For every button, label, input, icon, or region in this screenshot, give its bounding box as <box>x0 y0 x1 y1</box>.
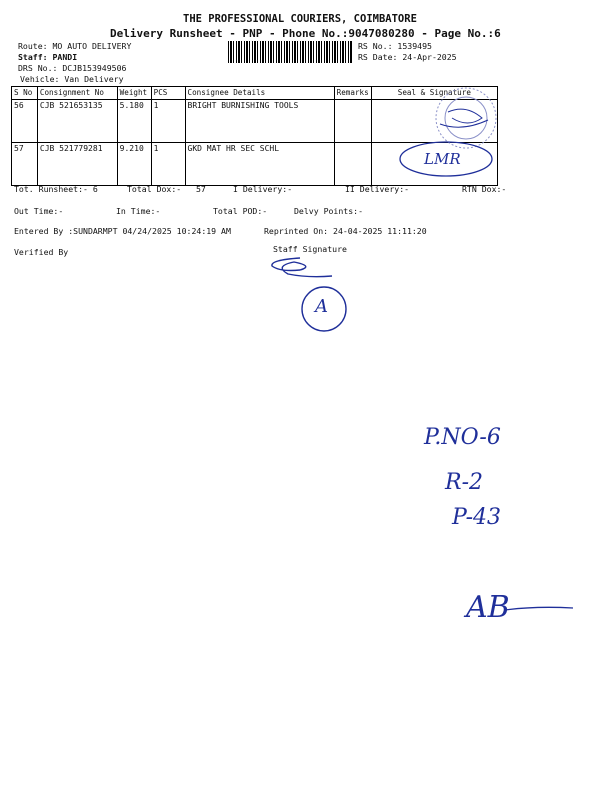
in-time: In Time:- <box>116 206 161 216</box>
reprinted-on: Reprinted On: 24-04-2025 11:11:20 <box>264 226 427 236</box>
cell-pcs: 1 <box>151 100 185 143</box>
col-consignee: Consignee Details <box>185 87 334 100</box>
runsheet-title: Delivery Runsheet - PNP - Phone No.:9047080280 - Page No.:6 <box>110 27 501 40</box>
cell-weight: 5.180 <box>117 100 151 143</box>
col-seal-signature: Seal & Signature <box>371 87 497 100</box>
runsheet-table <box>11 86 498 186</box>
vehicle-label: Vehicle: Van Delivery <box>20 74 124 84</box>
col-sno: S No <box>12 87 38 100</box>
rs-number: RS No.: 1539495 <box>358 41 432 51</box>
total-dox-label: Total Dox:- <box>127 184 182 194</box>
handwritten-initials: AB <box>466 590 510 625</box>
cell-remarks <box>334 143 371 186</box>
initials-underline <box>505 607 573 610</box>
route-label: Route: MO AUTO DELIVERY <box>18 41 132 51</box>
cell-remarks <box>334 100 371 143</box>
table-header-row <box>12 87 498 100</box>
rtn-dox: RTN Dox:- <box>462 184 507 194</box>
entered-by: Entered By :SUNDARMPT 04/24/2025 10:24:19 AM <box>14 226 231 236</box>
staff-signature-scribble <box>272 258 332 277</box>
company-name: THE PROFESSIONAL COURIERS, COIMBATORE <box>183 13 417 25</box>
handwritten-r: R-2 <box>445 470 483 495</box>
barcode <box>228 41 352 63</box>
i-delivery: I Delivery:- <box>233 184 293 194</box>
total-pod: Total POD:- <box>213 206 268 216</box>
ii-delivery: II Delivery:- <box>345 184 410 194</box>
drs-label: DRS No.: DCJB153949506 <box>18 63 127 73</box>
rs-date: RS Date: 24-Apr-2025 <box>358 52 457 62</box>
handwritten-pno: P.NO-6 <box>424 425 501 450</box>
cell-consignee: BRIGHT BURNISHING TOOLS <box>185 100 334 143</box>
cell-weight: 9.210 <box>117 143 151 186</box>
col-consignment: Consignment No <box>37 87 117 100</box>
col-remarks: Remarks <box>334 87 371 100</box>
cell-consignee: GKD MAT HR SEC SCHL <box>185 143 334 186</box>
cell-consignment: CJB 521653135 <box>37 100 117 143</box>
stamp-text: LMR <box>424 150 461 168</box>
cell-consignment: CJB 521779281 <box>37 143 117 186</box>
total-dox-value: 57 <box>196 184 206 194</box>
verified-by: Verified By <box>14 247 69 257</box>
cell-seal <box>371 100 497 143</box>
out-time: Out Time:- <box>14 206 64 216</box>
cell-sno: 57 <box>12 143 38 186</box>
tot-runsheet: Tot. Runsheet:- 6 <box>14 184 98 194</box>
staff-signature-label: Staff Signature <box>273 244 347 254</box>
cell-sno: 56 <box>12 100 38 143</box>
col-weight: Weight <box>117 87 151 100</box>
table-row <box>12 100 498 143</box>
cell-pcs: 1 <box>151 143 185 186</box>
handwritten-p: P-43 <box>452 505 502 530</box>
col-pcs: PCS <box>151 87 185 100</box>
staff-label: Staff: PANDI <box>18 52 78 62</box>
circled-letter: A <box>315 296 328 317</box>
delvy-points: Delvy Points:- <box>294 206 364 216</box>
